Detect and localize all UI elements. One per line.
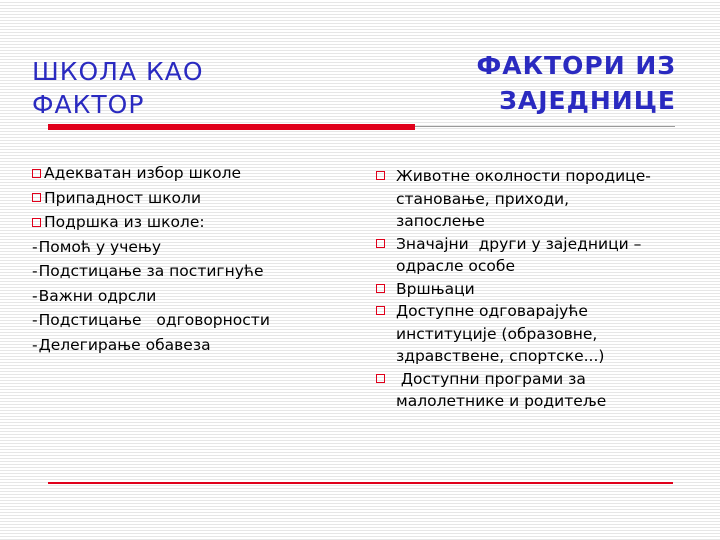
list-item-line: Доступне одговарајуће bbox=[396, 302, 588, 320]
right-bullet-list bbox=[376, 165, 686, 413]
hollow-square-bullet-icon bbox=[32, 169, 41, 178]
list-item-line: одрасле особе bbox=[396, 257, 516, 275]
left-title-line-2: ФАКТОР bbox=[32, 90, 145, 119]
list-item-line: запослење bbox=[396, 212, 485, 230]
list-item bbox=[376, 300, 686, 368]
hollow-square-bullet-icon bbox=[376, 374, 385, 383]
list-item-text: Припадност школи bbox=[44, 188, 202, 207]
hollow-square-bullet-icon bbox=[376, 284, 385, 293]
hollow-square-bullet-icon bbox=[32, 193, 41, 202]
dash-list-item bbox=[32, 333, 362, 358]
list-item-line: институције (образовне, bbox=[396, 324, 598, 343]
hollow-square-bullet-icon bbox=[32, 218, 41, 227]
list-item bbox=[376, 165, 686, 233]
dash-item-text: Важни одрсли bbox=[38, 286, 157, 305]
dash-marker: - bbox=[32, 237, 38, 256]
dash-marker: - bbox=[32, 286, 38, 305]
list-item-line: Значајни други у заједници – bbox=[396, 234, 642, 253]
dash-list-item bbox=[32, 259, 362, 284]
left-title-line-1: ШКОЛА КАО bbox=[32, 57, 204, 86]
list-item bbox=[376, 233, 686, 278]
left-column-title bbox=[32, 55, 332, 121]
hollow-square-bullet-icon bbox=[376, 239, 385, 248]
dash-item-text: Подстицање за постигнуће bbox=[38, 262, 264, 280]
list-item-line: Доступни програми за bbox=[396, 369, 586, 388]
dash-marker: - bbox=[32, 262, 38, 280]
dash-list-item bbox=[32, 284, 362, 309]
list-item-line: здравствене, спортске...) bbox=[396, 347, 605, 365]
list-item bbox=[376, 368, 686, 413]
dash-item-text: Помоћ у учењу bbox=[38, 237, 162, 256]
list-item-line: малолетнике и родитеље bbox=[396, 392, 607, 410]
list-item-line: Вршњаци bbox=[396, 279, 475, 298]
list-item bbox=[32, 161, 362, 186]
list-item-line: Животне околности породице- bbox=[396, 167, 651, 185]
dash-item-text: Делегирање обавеза bbox=[38, 335, 211, 354]
dash-list-item bbox=[32, 235, 362, 260]
bottom-accent-rule bbox=[48, 482, 673, 484]
hollow-square-bullet-icon bbox=[376, 171, 385, 180]
dash-list-item bbox=[32, 308, 362, 333]
list-item bbox=[376, 278, 686, 301]
list-item-text: Подршка из школе: bbox=[44, 213, 205, 231]
dash-marker: - bbox=[32, 335, 38, 354]
right-title-line-1: ФАКТОРИ ИЗ bbox=[476, 51, 676, 80]
hollow-square-bullet-icon bbox=[376, 306, 385, 315]
top-divider-rule bbox=[415, 126, 675, 127]
list-item-text: Адекватан избор школе bbox=[44, 164, 242, 182]
right-title-line-2: ЗАЈЕДНИЦЕ bbox=[499, 86, 676, 115]
top-accent-rule bbox=[48, 124, 415, 130]
list-item bbox=[32, 210, 362, 235]
right-column-title bbox=[346, 48, 676, 118]
dash-marker: - bbox=[32, 311, 38, 329]
list-item bbox=[32, 186, 362, 211]
left-bullet-list bbox=[32, 161, 362, 357]
list-item-line: становање, приходи, bbox=[396, 189, 570, 208]
dash-item-text: Подстицање одговорности bbox=[38, 311, 270, 329]
